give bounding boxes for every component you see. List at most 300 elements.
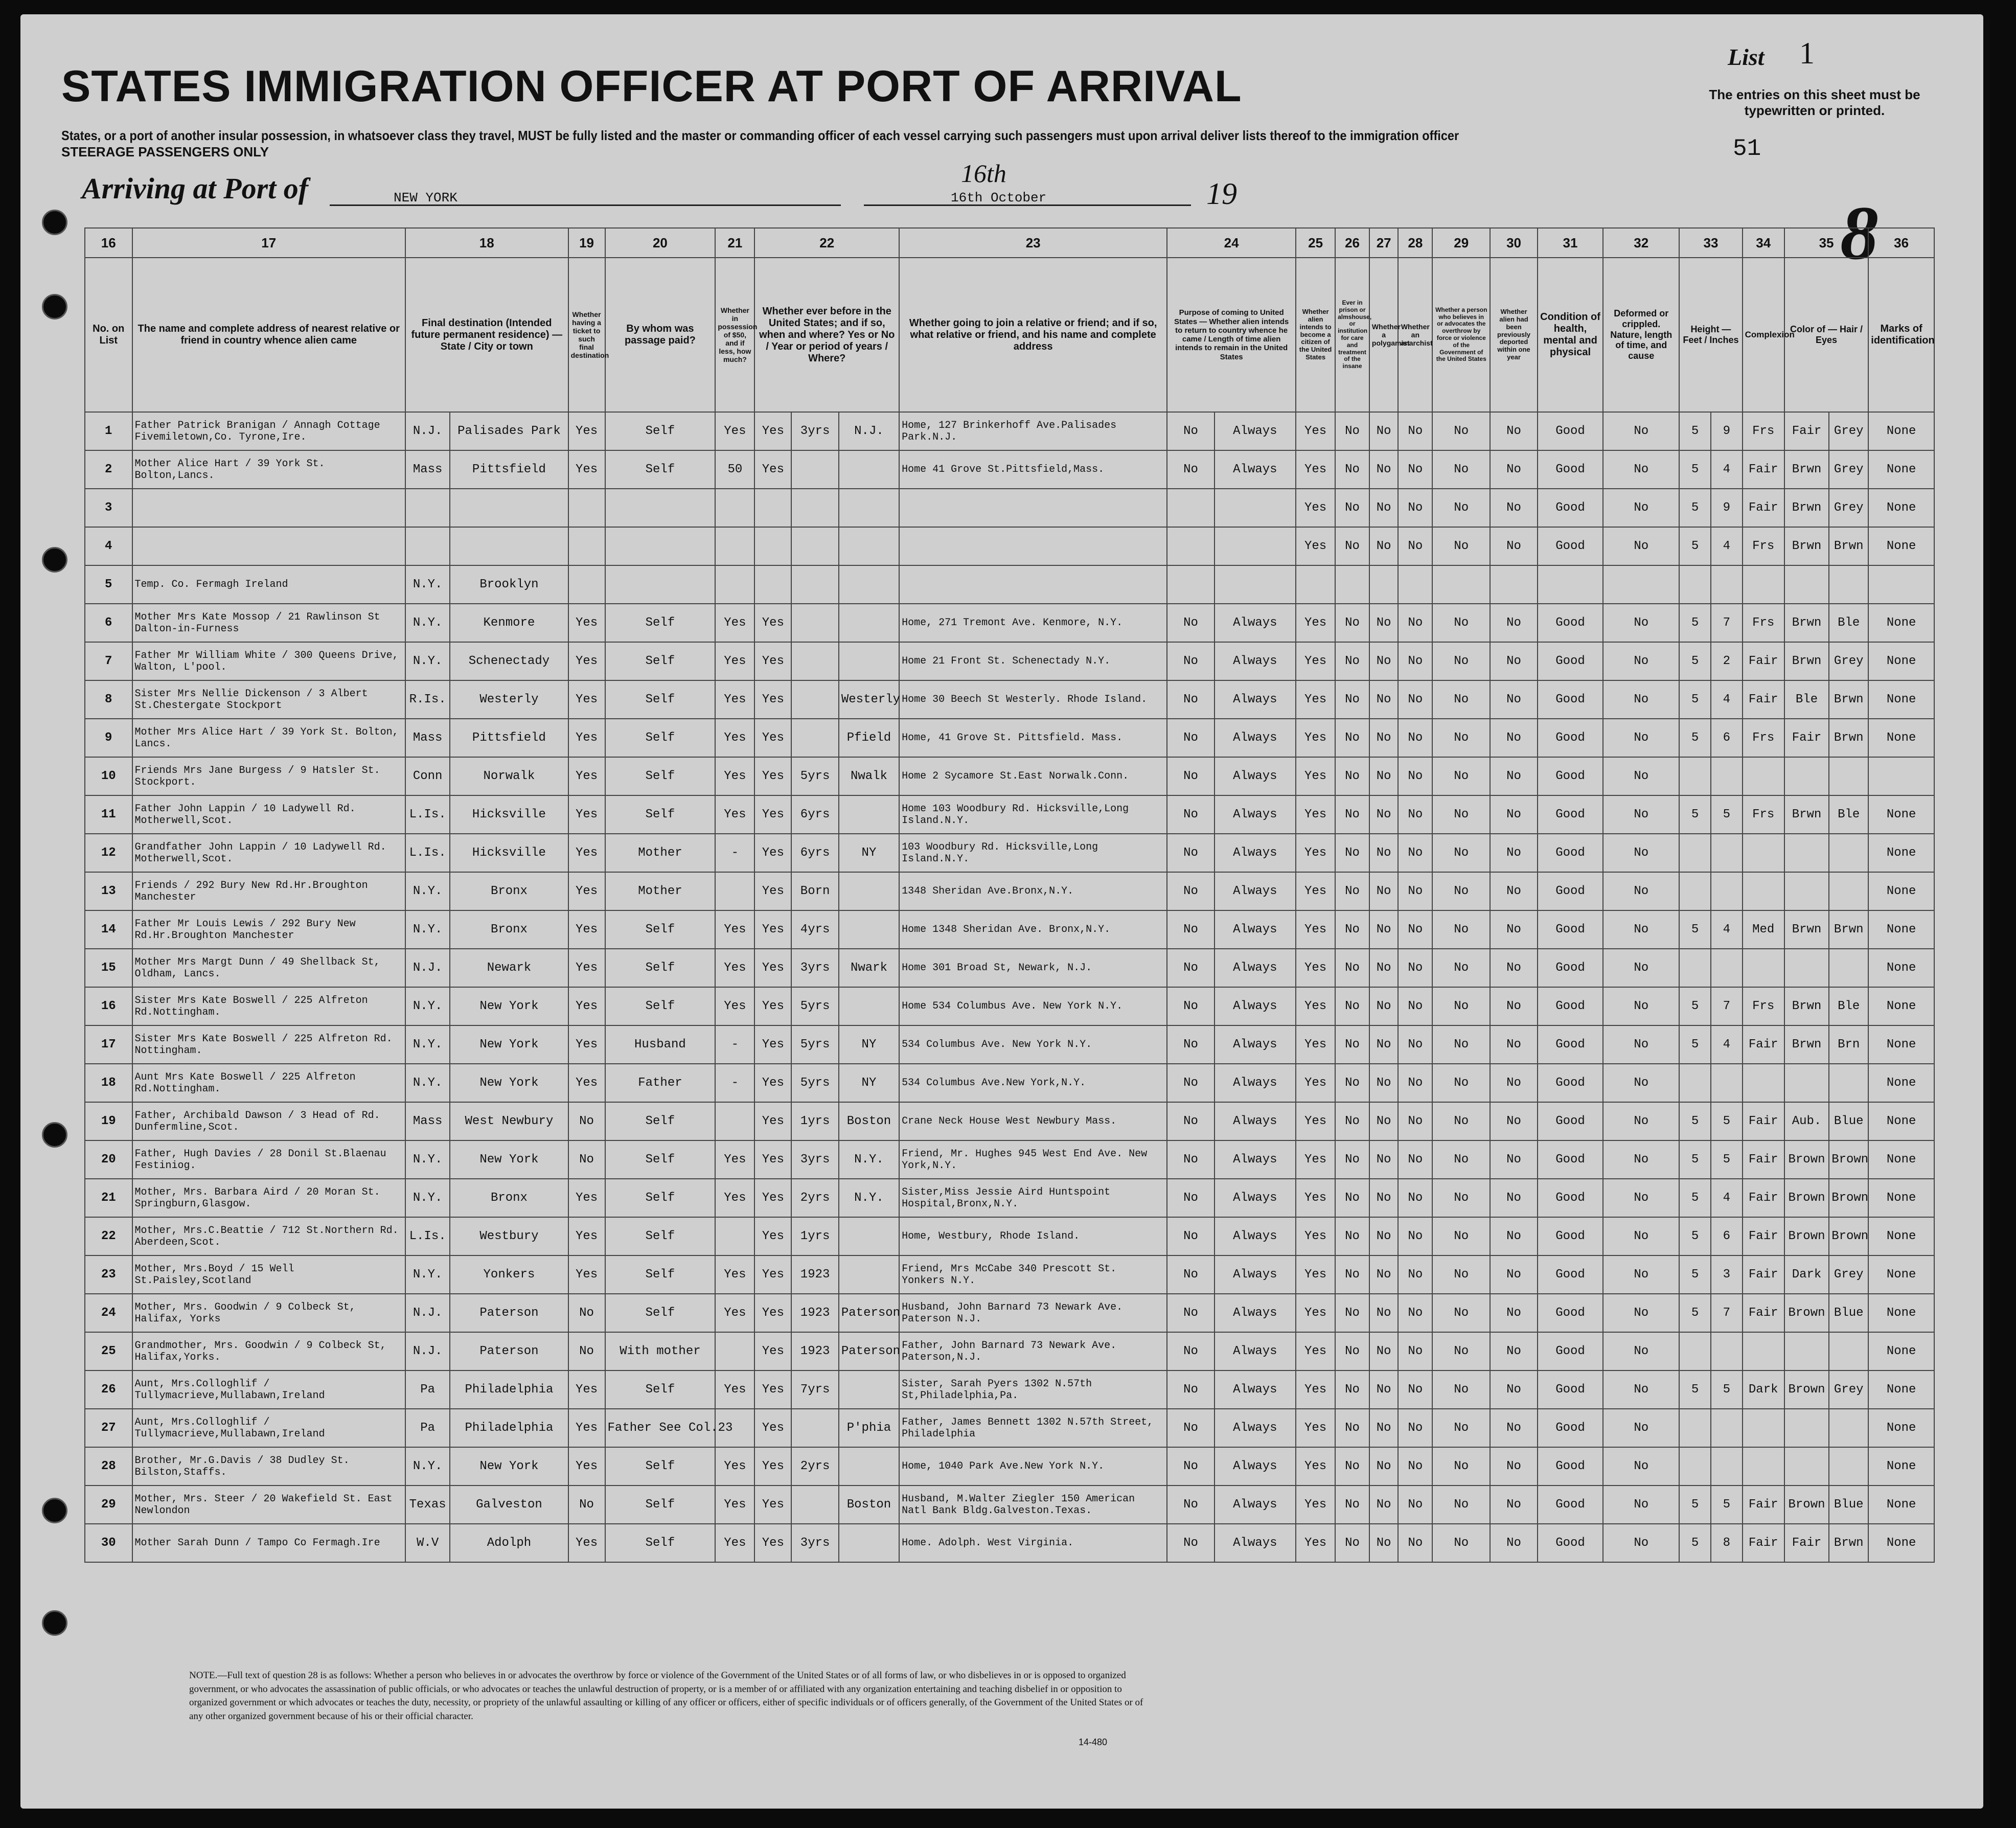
complexion [1743,949,1784,987]
ticket: Yes [568,1447,605,1486]
anarchist [1398,565,1432,604]
passage-paid [605,489,716,527]
eye-color: Brown [1829,1179,1868,1217]
intends-citizen: Yes [1296,1179,1335,1217]
intends-citizen [1296,565,1335,604]
before-in-us: Yes [754,1294,791,1332]
health: Good [1538,527,1603,565]
city: Philadelphia [450,1409,568,1447]
complexion: Med [1743,910,1784,949]
relative-address: Aunt Mrs Kate Boswell / 225 Alfreton Rd.Nottingham. [132,1064,405,1102]
ticket: No [568,1332,605,1370]
binder-hole [42,210,67,235]
intends-citizen: Yes [1296,1064,1335,1102]
height-feet [1679,1332,1711,1370]
marks: None [1868,1370,1934,1409]
height-inches [1711,949,1743,987]
intends-return: No [1167,1409,1215,1447]
passage-paid: Self [605,1447,716,1486]
intends-return [1167,489,1215,527]
intends-citizen: Yes [1296,910,1335,949]
deported: No [1490,450,1538,489]
joining: Home 1348 Sheridan Ave. Bronx,N.Y. [899,910,1167,949]
city: Pittsfield [450,719,568,757]
ticket: Yes [568,642,605,680]
deformed: No [1603,450,1679,489]
intends-return: No [1167,642,1215,680]
polygamist: No [1369,872,1399,910]
complexion: Fair [1743,1179,1784,1217]
city: New York [450,987,568,1025]
length-of-stay: Always [1215,1217,1296,1255]
intends-return: No [1167,795,1215,834]
joining: Husband, John Barnard 73 Newark Ave. Paterson N.J. [899,1294,1167,1332]
col-number: 21 [715,228,754,258]
deformed: No [1603,719,1679,757]
health: Good [1538,1102,1603,1140]
marks: None [1868,834,1934,872]
passage-paid: Self [605,1140,716,1179]
where [839,450,899,489]
length-of-stay: Always [1215,1255,1296,1294]
fifty-dollars: Yes [715,987,754,1025]
deported: No [1490,795,1538,834]
passage-paid [605,527,716,565]
deported: No [1490,489,1538,527]
overthrow: No [1432,527,1490,565]
intends-return: No [1167,604,1215,642]
ticket: Yes [568,719,605,757]
polygamist: No [1369,949,1399,987]
table-row [85,949,1934,987]
relative-address: Sister Mrs Kate Boswell / 225 Alfreton Rd. Nottingham. [132,1025,405,1064]
joining: Home, 271 Tremont Ave. Kenmore, N.Y. [899,604,1167,642]
polygamist: No [1369,1524,1399,1562]
years: 3yrs [791,1140,839,1179]
marks: None [1868,527,1934,565]
prison: No [1335,834,1369,872]
state [405,527,450,565]
deformed: No [1603,527,1679,565]
anarchist: No [1398,1294,1432,1332]
height-feet: 5 [1679,987,1711,1025]
header-passage: By whom was passage paid? [605,258,716,412]
anarchist: No [1398,987,1432,1025]
where: Nwark [839,949,899,987]
deformed: No [1603,1524,1679,1562]
ticket: Yes [568,1370,605,1409]
ticket: Yes [568,450,605,489]
overthrow: No [1432,1140,1490,1179]
overthrow: No [1432,1217,1490,1255]
state: Mass [405,1102,450,1140]
prison: No [1335,1102,1369,1140]
polygamist: No [1369,795,1399,834]
hair-color: Brwn [1784,450,1829,489]
state: N.Y. [405,1255,450,1294]
fifty-dollars: Yes [715,1370,754,1409]
complexion: Frs [1743,987,1784,1025]
intends-return: No [1167,1255,1215,1294]
state: N.Y. [405,1179,450,1217]
ticket: Yes [568,834,605,872]
before-in-us: Yes [754,604,791,642]
ticket [568,527,605,565]
state: L.Is. [405,834,450,872]
height-inches: 4 [1711,680,1743,719]
intends-citizen: Yes [1296,1217,1335,1255]
complexion: Dark [1743,1370,1784,1409]
complexion: Frs [1743,719,1784,757]
height-feet [1679,1409,1711,1447]
height-feet [1679,757,1711,795]
relative-address: Grandfather John Lappin / 10 Ladywell Rd. Motherwell,Scot. [132,834,405,872]
header-destination: Final destination (Intended future permanent residence) — State / City or town [405,258,568,412]
polygamist: No [1369,987,1399,1025]
intends-return: No [1167,1025,1215,1064]
row-number: 20 [85,1140,132,1179]
intends-return: No [1167,872,1215,910]
intends-return: No [1167,834,1215,872]
before-in-us: Yes [754,1524,791,1562]
years: 2yrs [791,1447,839,1486]
deformed: No [1603,1409,1679,1447]
eye-color: Grey [1829,1370,1868,1409]
passage-paid: With mother [605,1332,716,1370]
joining: Home 41 Grove St.Pittsfield,Mass. [899,450,1167,489]
length-of-stay: Always [1215,604,1296,642]
where: N.Y. [839,1179,899,1217]
header-relative: The name and complete address of nearest relative or friend in country whence alien came [132,258,405,412]
passage-paid: Self [605,412,716,450]
fifty-dollars: - [715,1025,754,1064]
table-row [85,719,1934,757]
passage-paid: Self [605,910,716,949]
fifty-dollars: Yes [715,1294,754,1332]
intends-citizen: Yes [1296,1255,1335,1294]
intends-citizen: Yes [1296,527,1335,565]
relative-address [132,489,405,527]
length-of-stay: Always [1215,1409,1296,1447]
table-row [85,795,1934,834]
ticket [568,565,605,604]
health: Good [1538,910,1603,949]
table-row [85,834,1934,872]
where: N.Y. [839,1140,899,1179]
hair-color [1784,949,1829,987]
table-row [85,604,1934,642]
joining [899,565,1167,604]
intends-citizen: Yes [1296,719,1335,757]
state: N.Y. [405,1140,450,1179]
table-row [85,872,1934,910]
where: Boston [839,1486,899,1524]
relative-address: Mother Mrs Margt Dunn / 49 Shellback St, Oldham, Lancs. [132,949,405,987]
marks [1868,565,1934,604]
city: Philadelphia [450,1370,568,1409]
before-in-us: Yes [754,987,791,1025]
length-of-stay: Always [1215,949,1296,987]
deported: No [1490,1409,1538,1447]
passage-paid: Self [605,1102,716,1140]
length-of-stay: Always [1215,1140,1296,1179]
row-number: 12 [85,834,132,872]
length-of-stay: Always [1215,795,1296,834]
height-feet [1679,949,1711,987]
health: Good [1538,412,1603,450]
hair-color: Brwn [1784,642,1829,680]
table-row [85,1524,1934,1562]
prison: No [1335,1064,1369,1102]
height-feet: 5 [1679,795,1711,834]
height-inches [1711,1332,1743,1370]
deformed: No [1603,834,1679,872]
height-inches [1711,565,1743,604]
joining: Home 30 Beech St Westerly. Rhode Island. [899,680,1167,719]
marks: None [1868,719,1934,757]
prison: No [1335,1486,1369,1524]
overthrow: No [1432,450,1490,489]
marks: None [1868,450,1934,489]
fifty-dollars: Yes [715,1447,754,1486]
height-inches: 4 [1711,1179,1743,1217]
city: Schenectady [450,642,568,680]
row-number: 4 [85,527,132,565]
height-feet: 5 [1679,1217,1711,1255]
header-marks: Marks of identification [1868,258,1934,412]
before-in-us: Yes [754,1179,791,1217]
deported: No [1490,910,1538,949]
state: N.J. [405,1294,450,1332]
deported: No [1490,1217,1538,1255]
anarchist: No [1398,834,1432,872]
prison: No [1335,1524,1369,1562]
health: Good [1538,872,1603,910]
where [839,1447,899,1486]
joining [899,489,1167,527]
state: N.J. [405,412,450,450]
table-row [85,1370,1934,1409]
years: 3yrs [791,949,839,987]
hair-color: Brwn [1784,527,1829,565]
complexion: Fair [1743,1255,1784,1294]
where [839,489,899,527]
marks: None [1868,1064,1934,1102]
date-handwritten: 16th [961,159,1006,188]
polygamist: No [1369,489,1399,527]
city: Hicksville [450,834,568,872]
before-in-us: Yes [754,910,791,949]
years: Born [791,872,839,910]
intends-return: No [1167,987,1215,1025]
intends-citizen: Yes [1296,872,1335,910]
intends-citizen: Yes [1296,1447,1335,1486]
polygamist: No [1369,1217,1399,1255]
polygamist: No [1369,1179,1399,1217]
col-number: 27 [1369,228,1399,258]
length-of-stay: Always [1215,642,1296,680]
where [839,1370,899,1409]
col-number: 16 [85,228,132,258]
anarchist: No [1398,1486,1432,1524]
row-number: 28 [85,1447,132,1486]
anarchist: No [1398,949,1432,987]
fifty-dollars [715,872,754,910]
before-in-us: Yes [754,719,791,757]
joining: 534 Columbus Ave. New York N.Y. [899,1025,1167,1064]
header-complexion: Complexion [1743,258,1784,412]
anarchist: No [1398,1179,1432,1217]
prison: No [1335,757,1369,795]
complexion [1743,565,1784,604]
eye-color: Blue [1829,1486,1868,1524]
form-number: 14-480 [1079,1737,1108,1747]
row-number: 30 [85,1524,132,1562]
binder-hole [42,1610,67,1636]
height-inches: 4 [1711,910,1743,949]
eye-color: Brwn [1829,719,1868,757]
before-in-us: Yes [754,1064,791,1102]
state: N.Y. [405,872,450,910]
prison: No [1335,1447,1369,1486]
complexion [1743,1409,1784,1447]
state: W.V [405,1524,450,1562]
height-feet [1679,872,1711,910]
deformed: No [1603,1025,1679,1064]
health: Good [1538,1064,1603,1102]
deformed: No [1603,949,1679,987]
fifty-dollars: Yes [715,757,754,795]
intends-citizen: Yes [1296,834,1335,872]
table-row [85,1447,1934,1486]
passage-paid: Self [605,1524,716,1562]
relative-address: Father, Hugh Davies / 28 Donil St.Blaenau Festiniog. [132,1140,405,1179]
where: NY [839,1064,899,1102]
state: R.Is. [405,680,450,719]
state: N.Y. [405,642,450,680]
polygamist: No [1369,1140,1399,1179]
eye-color [1829,1409,1868,1447]
marks: None [1868,642,1934,680]
city: Bronx [450,872,568,910]
height-inches: 4 [1711,1025,1743,1064]
state: L.Is. [405,795,450,834]
table-row [85,1486,1934,1524]
length-of-stay: Always [1215,1102,1296,1140]
hair-color: Brown [1784,1370,1829,1409]
before-in-us: Yes [754,1025,791,1064]
where: NY [839,834,899,872]
anarchist: No [1398,1447,1432,1486]
anarchist: No [1398,872,1432,910]
table-row [85,1409,1934,1447]
health: Good [1538,1486,1603,1524]
overthrow: No [1432,795,1490,834]
years: 6yrs [791,795,839,834]
polygamist: No [1369,1447,1399,1486]
height-inches: 9 [1711,489,1743,527]
marks: None [1868,1332,1934,1370]
joining: Home, 41 Grove St. Pittsfield. Mass. [899,719,1167,757]
hair-color: Brwn [1784,1025,1829,1064]
state: Mass [405,719,450,757]
complexion: Fair [1743,1524,1784,1562]
overthrow: No [1432,910,1490,949]
relative-address: Mother, Mrs.Boyd / 15 Well St.Paisley,Scotland [132,1255,405,1294]
where: P'phia [839,1409,899,1447]
overthrow: No [1432,489,1490,527]
eye-color [1829,757,1868,795]
before-in-us: Yes [754,412,791,450]
passage-paid: Husband [605,1025,716,1064]
years: 5yrs [791,1064,839,1102]
where [839,1255,899,1294]
table-row [85,1064,1934,1102]
health: Good [1538,1294,1603,1332]
complexion: Fair [1743,489,1784,527]
where [839,795,899,834]
eye-color: Brn [1829,1025,1868,1064]
polygamist: No [1369,1102,1399,1140]
anarchist: No [1398,1524,1432,1562]
polygamist: No [1369,1255,1399,1294]
years: 5yrs [791,757,839,795]
entries-note: The entries on this sheet must be typewritten or printed. [1709,87,1920,118]
years [791,642,839,680]
height-feet [1679,565,1711,604]
anarchist: No [1398,604,1432,642]
passage-paid: Self [605,795,716,834]
marks: None [1868,680,1934,719]
intends-citizen: Yes [1296,949,1335,987]
height-inches: 9 [1711,412,1743,450]
relative-address: Aunt, Mrs.Colloghlif / Tullymacrieve,Mullabawn,Ireland [132,1370,405,1409]
polygamist: No [1369,1486,1399,1524]
city: Bronx [450,1179,568,1217]
joining: Father, John Barnard 73 Newark Ave. Paterson,N.J. [899,1332,1167,1370]
before-in-us: Yes [754,1332,791,1370]
joining: Crane Neck House West Newbury Mass. [899,1102,1167,1140]
marks: None [1868,1294,1934,1332]
binder-hole [42,1498,67,1523]
city: Palisades Park [450,412,568,450]
header-color: Color of — Hair / Eyes [1784,258,1868,412]
intro-text: States, or a port of another insular possession, in whatsoever class they travel, MUST be fully listed and the master or commanding officer of each vessel carrying such passengers must upon arrival deliver lists thereof to the immigration officer [61,128,1459,143]
height-feet: 5 [1679,1025,1711,1064]
row-number: 1 [85,412,132,450]
intends-citizen: Yes [1296,1294,1335,1332]
height-feet: 5 [1679,1370,1711,1409]
height-inches [1711,1064,1743,1102]
intends-return [1167,527,1215,565]
state [405,489,450,527]
height-feet: 5 [1679,1140,1711,1179]
joining: Father, James Bennett 1302 N.57th Street, Philadelphia [899,1409,1167,1447]
table-row [85,527,1934,565]
prison: No [1335,910,1369,949]
intends-citizen: Yes [1296,450,1335,489]
state: N.Y. [405,1064,450,1102]
eye-color: Grey [1829,450,1868,489]
years: 7yrs [791,1370,839,1409]
prison: No [1335,450,1369,489]
health: Good [1538,1179,1603,1217]
height-inches: 4 [1711,527,1743,565]
overthrow: No [1432,1447,1490,1486]
years: 2yrs [791,1179,839,1217]
complexion [1743,1064,1784,1102]
fifty-dollars: Yes [715,1524,754,1562]
